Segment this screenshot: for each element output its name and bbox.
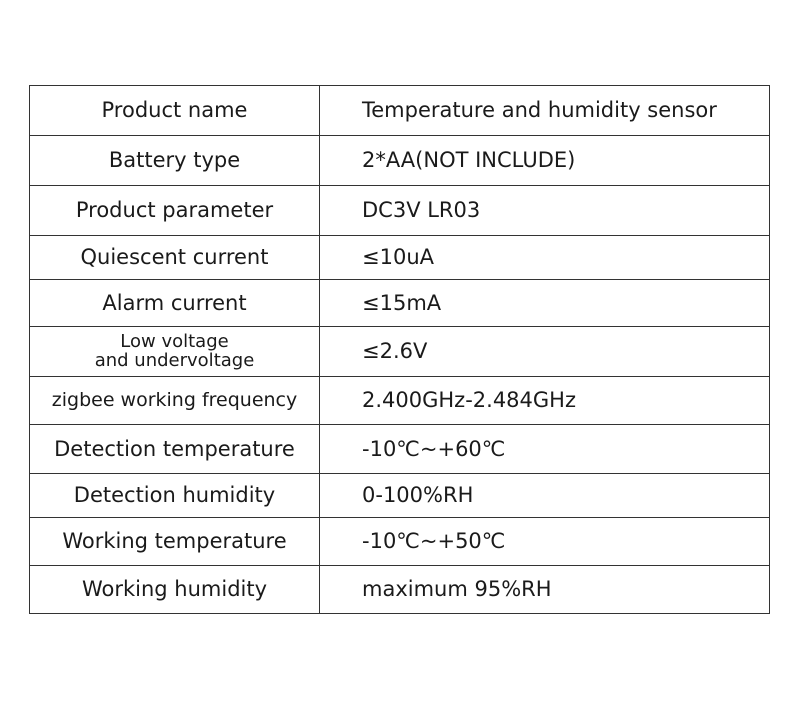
row-value-zigbee-frequency: 2.400GHz-2.484GHz bbox=[320, 377, 770, 425]
table-row bbox=[30, 236, 770, 280]
table-row bbox=[30, 425, 770, 474]
row-value-low-voltage: ≤2.6V bbox=[320, 327, 770, 377]
table-row bbox=[30, 566, 770, 614]
row-value-working-humidity: maximum 95%RH bbox=[320, 566, 770, 614]
spec-table bbox=[29, 85, 770, 614]
row-label-working-humidity: Working humidity bbox=[30, 566, 320, 614]
row-label-low-voltage bbox=[30, 327, 320, 377]
row-label-battery-type: Battery type bbox=[30, 136, 320, 186]
row-label-alarm-current: Alarm current bbox=[30, 280, 320, 327]
row-label-line-1: Low voltage bbox=[120, 330, 229, 352]
row-value-alarm-current: ≤15mA bbox=[320, 280, 770, 327]
row-label-product-parameter: Product parameter bbox=[30, 186, 320, 236]
table-row bbox=[30, 136, 770, 186]
row-label-zigbee-frequency: zigbee working frequency bbox=[30, 377, 320, 425]
table-row bbox=[30, 280, 770, 327]
row-label-detection-humidity: Detection humidity bbox=[30, 474, 320, 518]
row-value-battery-type: 2*AA(NOT INCLUDE) bbox=[320, 136, 770, 186]
row-value-detection-humidity: 0-100%RH bbox=[320, 474, 770, 518]
table-row bbox=[30, 327, 770, 377]
table-row bbox=[30, 474, 770, 518]
row-label-working-temperature: Working temperature bbox=[30, 518, 320, 566]
table-row bbox=[30, 377, 770, 425]
row-value-quiescent-current: ≤10uA bbox=[320, 236, 770, 280]
row-label-line-2: and undervoltage bbox=[94, 349, 255, 371]
row-label-product-name: Product name bbox=[30, 86, 320, 136]
row-value-product-name: Temperature and humidity sensor bbox=[320, 86, 770, 136]
row-label-quiescent-current: Quiescent current bbox=[30, 236, 320, 280]
table-row bbox=[30, 86, 770, 136]
row-value-product-parameter: DC3V LR03 bbox=[320, 186, 770, 236]
row-label-detection-temperature: Detection temperature bbox=[30, 425, 320, 474]
row-value-detection-temperature: -10℃~+60℃ bbox=[320, 425, 770, 474]
row-value-working-temperature: -10℃~+50℃ bbox=[320, 518, 770, 566]
table-row bbox=[30, 186, 770, 236]
table-row bbox=[30, 518, 770, 566]
